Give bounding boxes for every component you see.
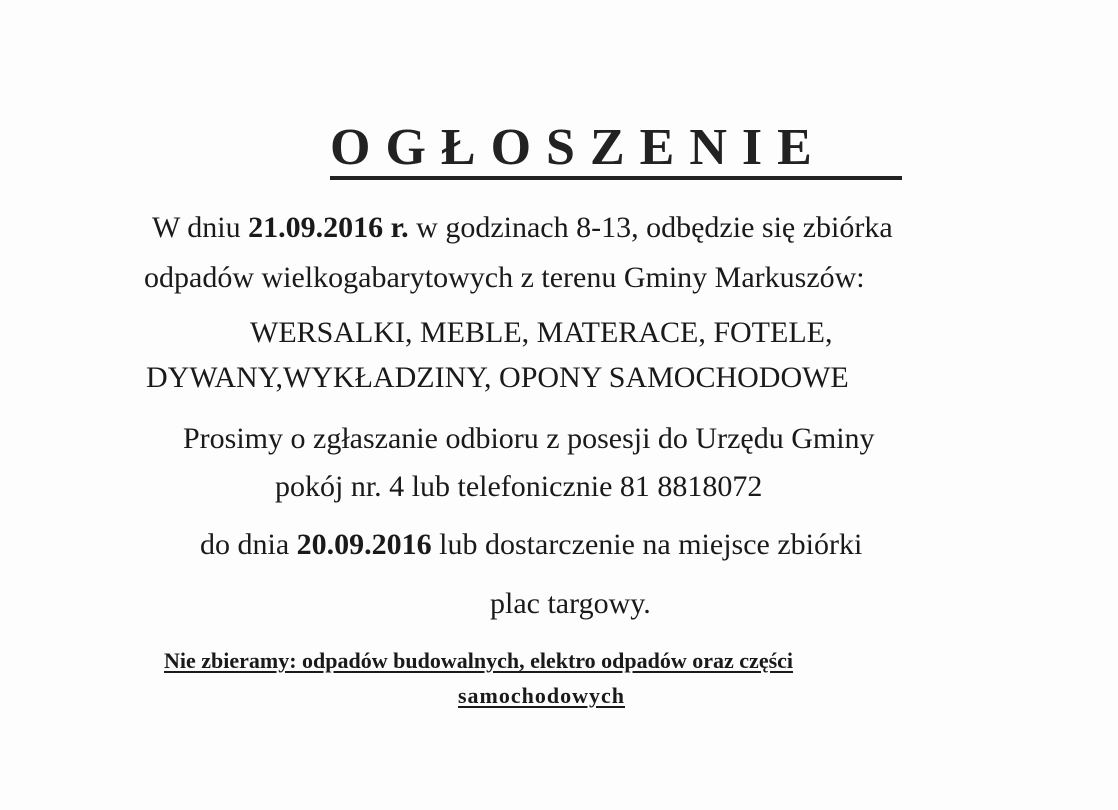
deadline-date: 20.09.2016 — [296, 528, 432, 561]
waste-type-line: odpadów wielkogabarytowych z terenu Gminy Markuszów: — [144, 261, 865, 294]
collection-date-line — [152, 213, 893, 243]
collection-date: 21.09.2016 r. — [248, 211, 409, 244]
items-list-line-1: WERSALKI, MEBLE, MATERACE, FOTELE, — [250, 316, 833, 349]
collection-date-prefix: W dniu — [152, 211, 249, 244]
contact-line: pokój nr. 4 lub telefonicznie 81 8818072 — [275, 470, 763, 503]
collection-date-suffix: w godzinach 8-13, odbędzie się zbiórka — [408, 211, 893, 244]
deadline-suffix: lub dostarczenie na miejsce zbiórki — [431, 528, 863, 561]
items-list-line-2: DYWANY,WYKŁADZINY, OPONY SAMOCHODOWE — [146, 361, 849, 394]
deadline-line — [200, 530, 862, 560]
request-line: Prosimy o zgłaszanie odbioru z posesji do Urzędu Gminy — [183, 422, 875, 455]
title-underline — [330, 176, 902, 180]
deadline-prefix: do dnia — [200, 528, 297, 561]
location-line: plac targowy. — [490, 587, 651, 620]
exclusions-line-2: samochodowych — [458, 683, 626, 708]
exclusions-line-1: Nie zbieramy: odpadów budowalnych, elektro odpadów oraz części — [164, 648, 794, 673]
notice-title: OGŁOSZENIE — [330, 119, 827, 176]
